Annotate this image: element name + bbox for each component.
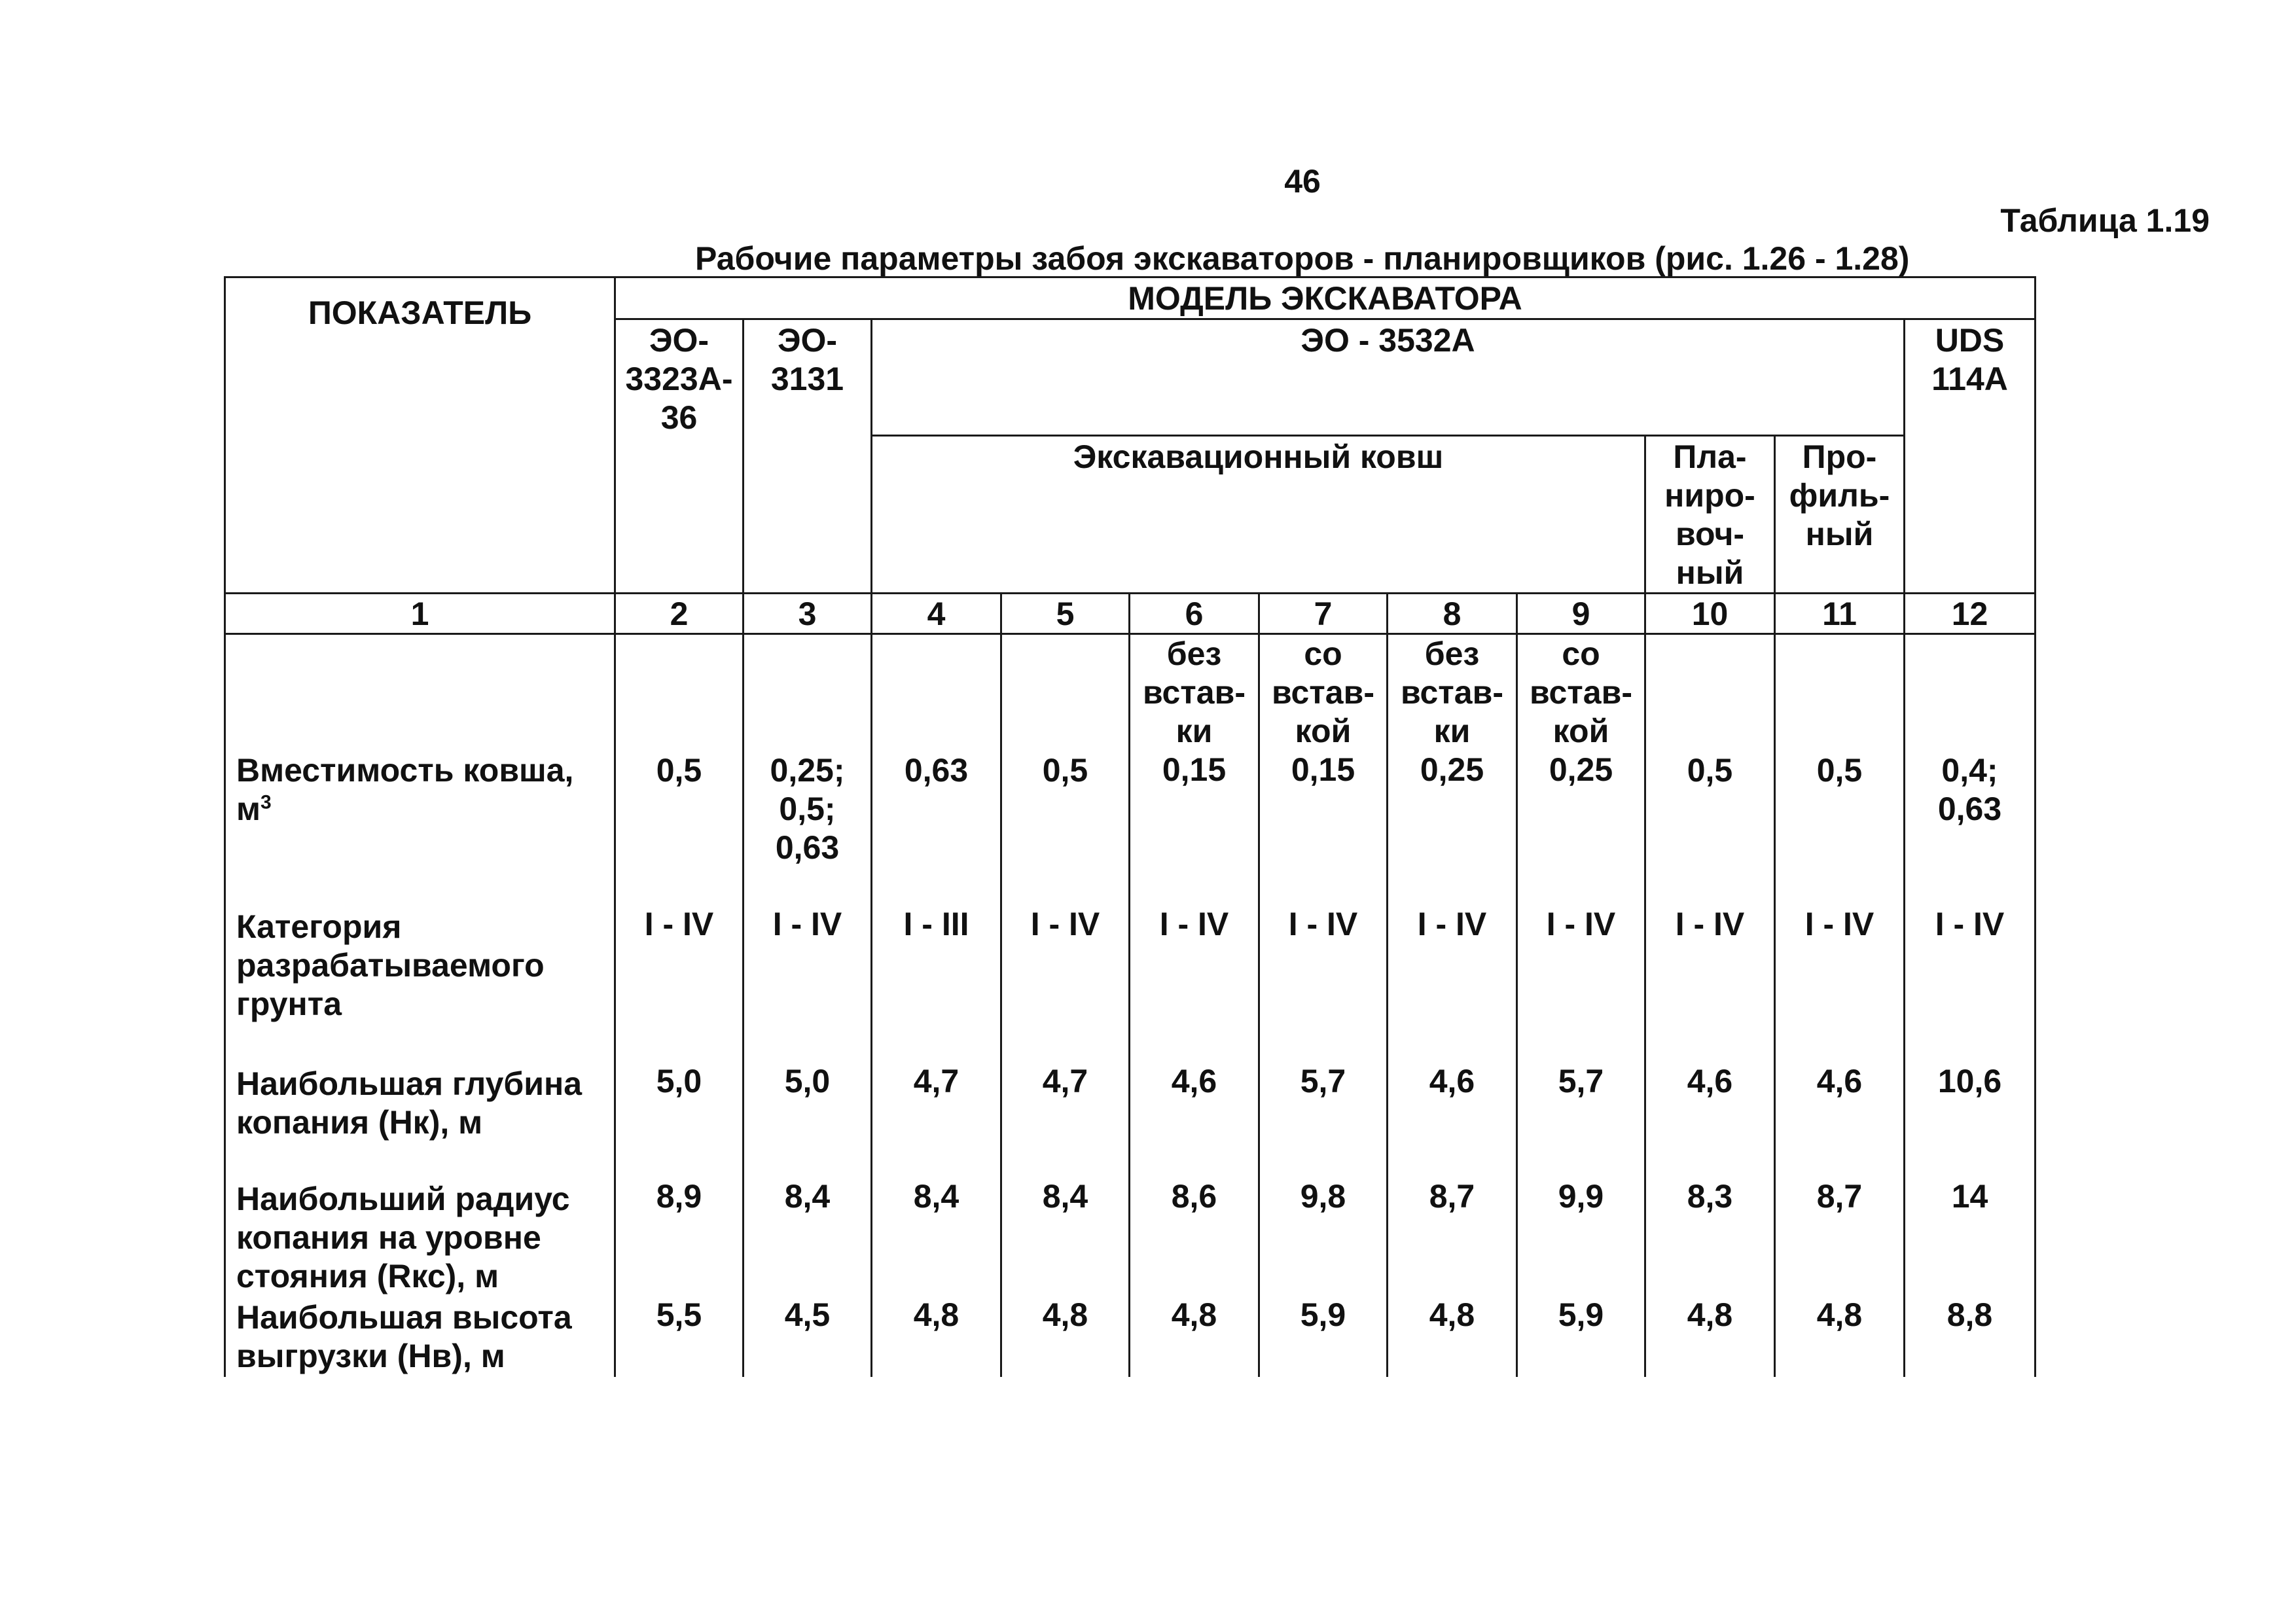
row-max-depth [225, 1062, 2036, 1177]
note-without-insert: без [1166, 635, 1222, 672]
cell-height: 4,8 [1388, 1296, 1517, 1377]
cell-depth: 5,7 [1259, 1062, 1388, 1177]
cell-radius: 8,4 [872, 1177, 1001, 1296]
row-max-radius [225, 1177, 2036, 1296]
header-indicator-label: ПОКАЗАТЕЛЬ [308, 294, 532, 331]
header-bucket-profile: Про- филь- ный [1775, 436, 1905, 594]
column-number: 7 [1259, 594, 1388, 634]
column-number: 10 [1645, 594, 1775, 634]
header-bucket-excavation: Экскавационный ковш [872, 436, 1645, 594]
column-number-row [225, 594, 2036, 634]
cell-capacity-c3: 0,25; 0,5; 0,63 [744, 634, 872, 905]
cell-height: 4,8 [1130, 1296, 1259, 1377]
cell-height: 5,9 [1259, 1296, 1388, 1377]
header-model-eo3532: ЭО - 3532А [872, 319, 1905, 436]
cell-capacity-c4: 0,63 [872, 634, 1001, 905]
cell-soil: I - IV [1645, 905, 1775, 1062]
column-number: 2 [615, 594, 744, 634]
table-title: Рабочие параметры забоя экскаваторов - планировщиков (рис. 1.26 - 1.28) [695, 240, 1910, 277]
row-label-depth: Наибольшая глубина копания (Нк), м [225, 1062, 615, 1177]
cell-depth: 5,7 [1517, 1062, 1645, 1177]
column-number: 3 [744, 594, 872, 634]
cell-radius: 8,4 [1001, 1177, 1130, 1296]
cell-height: 5,5 [615, 1296, 744, 1377]
row-soil-category [225, 905, 2036, 1062]
cell-depth: 4,6 [1645, 1062, 1775, 1177]
cell-height: 4,8 [1775, 1296, 1905, 1377]
cell-radius: 8,7 [1775, 1177, 1905, 1296]
column-number: 5 [1001, 594, 1130, 634]
column-number: 11 [1775, 594, 1905, 634]
page-number: 46 [1284, 163, 1321, 200]
cell-depth: 4,7 [872, 1062, 1001, 1177]
cell-soil: I - IV [1001, 905, 1130, 1062]
column-number: 8 [1388, 594, 1517, 634]
cell-depth: 10,6 [1905, 1062, 2036, 1177]
row-label-capacity: Вместимость ковша, $м^3$ [225, 634, 615, 905]
cell-soil: I - IV [1388, 905, 1517, 1062]
cell-soil: I - IV [744, 905, 872, 1062]
cell-radius: 8,3 [1645, 1177, 1775, 1296]
cell-soil: I - III [872, 905, 1001, 1062]
cell-soil: I - IV [1259, 905, 1388, 1062]
column-number: 9 [1517, 594, 1645, 634]
cell-soil: I - IV [1775, 905, 1905, 1062]
table-label: Таблица 1.19 [2000, 202, 2210, 239]
header-model-eo3131: ЭО- 3131 [744, 319, 872, 594]
cell-soil: I - IV [1517, 905, 1645, 1062]
row-max-height [225, 1296, 2036, 1377]
cell-depth: 5,0 [615, 1062, 744, 1177]
cell-height: 5,9 [1517, 1296, 1645, 1377]
cell-capacity-c6: без встав- ки 0,15 [1130, 634, 1259, 905]
cell-capacity-c7: со встав- кой 0,15 [1259, 634, 1388, 905]
cell-capacity-c12: 0,4; 0,63 [1905, 634, 2036, 905]
cell-radius: 8,6 [1130, 1177, 1259, 1296]
column-number: 6 [1130, 594, 1259, 634]
cell-radius: 8,9 [615, 1177, 744, 1296]
column-number: 1 [225, 594, 615, 634]
cell-height: 4,8 [1645, 1296, 1775, 1377]
cell-capacity-c11: 0,5 [1775, 634, 1905, 905]
note-without-insert: без [1424, 635, 1480, 672]
cell-height: 4,8 [1001, 1296, 1130, 1377]
cell-capacity-c2: 0,5 [615, 634, 744, 905]
header-model-uds: UDS 114А [1905, 319, 2036, 594]
cell-depth: 4,6 [1775, 1062, 1905, 1177]
cell-capacity-c10: 0,5 [1645, 634, 1775, 905]
column-number: 12 [1905, 594, 2036, 634]
row-label-soil: Категория разрабатываемого грунта [225, 905, 615, 1062]
cell-radius: 8,4 [744, 1177, 872, 1296]
cell-depth: 5,0 [744, 1062, 872, 1177]
note-with-insert: со [1562, 635, 1600, 672]
column-number: 4 [872, 594, 1001, 634]
cell-depth: 4,7 [1001, 1062, 1130, 1177]
row-bucket-capacity [225, 634, 2036, 905]
header-row-model-group [225, 277, 2036, 319]
cell-depth: 4,6 [1388, 1062, 1517, 1177]
cell-soil: I - IV [1130, 905, 1259, 1062]
row-label-height: Наибольшая высота выгрузки (Нв), м [225, 1296, 615, 1377]
row-label-radius: Наибольший радиус копания на уровне стояния (Rкс), м [225, 1177, 615, 1296]
cell-height: 4,8 [872, 1296, 1001, 1377]
cell-capacity-c5: 0,5 [1001, 634, 1130, 905]
cell-soil: I - IV [1905, 905, 2036, 1062]
header-model-group: МОДЕЛЬ ЭКСКАВАТОРА [615, 277, 2036, 319]
cell-depth: 4,6 [1130, 1062, 1259, 1177]
cell-height: 8,8 [1905, 1296, 2036, 1377]
cell-radius: 8,7 [1388, 1177, 1517, 1296]
cell-capacity-c9: со встав- кой 0,25 [1517, 634, 1645, 905]
header-bucket-planning: Пла- ниро- воч- ный [1645, 436, 1775, 594]
header-model-eo3323: ЭО- 3323А- 36 [615, 319, 744, 594]
note-with-insert: со [1304, 635, 1342, 672]
cell-radius: 14 [1905, 1177, 2036, 1296]
cell-height: 4,5 [744, 1296, 872, 1377]
cell-radius: 9,8 [1259, 1177, 1388, 1296]
cell-soil: I - IV [615, 905, 744, 1062]
header-indicator [225, 277, 615, 594]
excavator-parameters-table [224, 276, 2036, 1377]
cell-capacity-c8: без встав- ки 0,25 [1388, 634, 1517, 905]
cell-radius: 9,9 [1517, 1177, 1645, 1296]
